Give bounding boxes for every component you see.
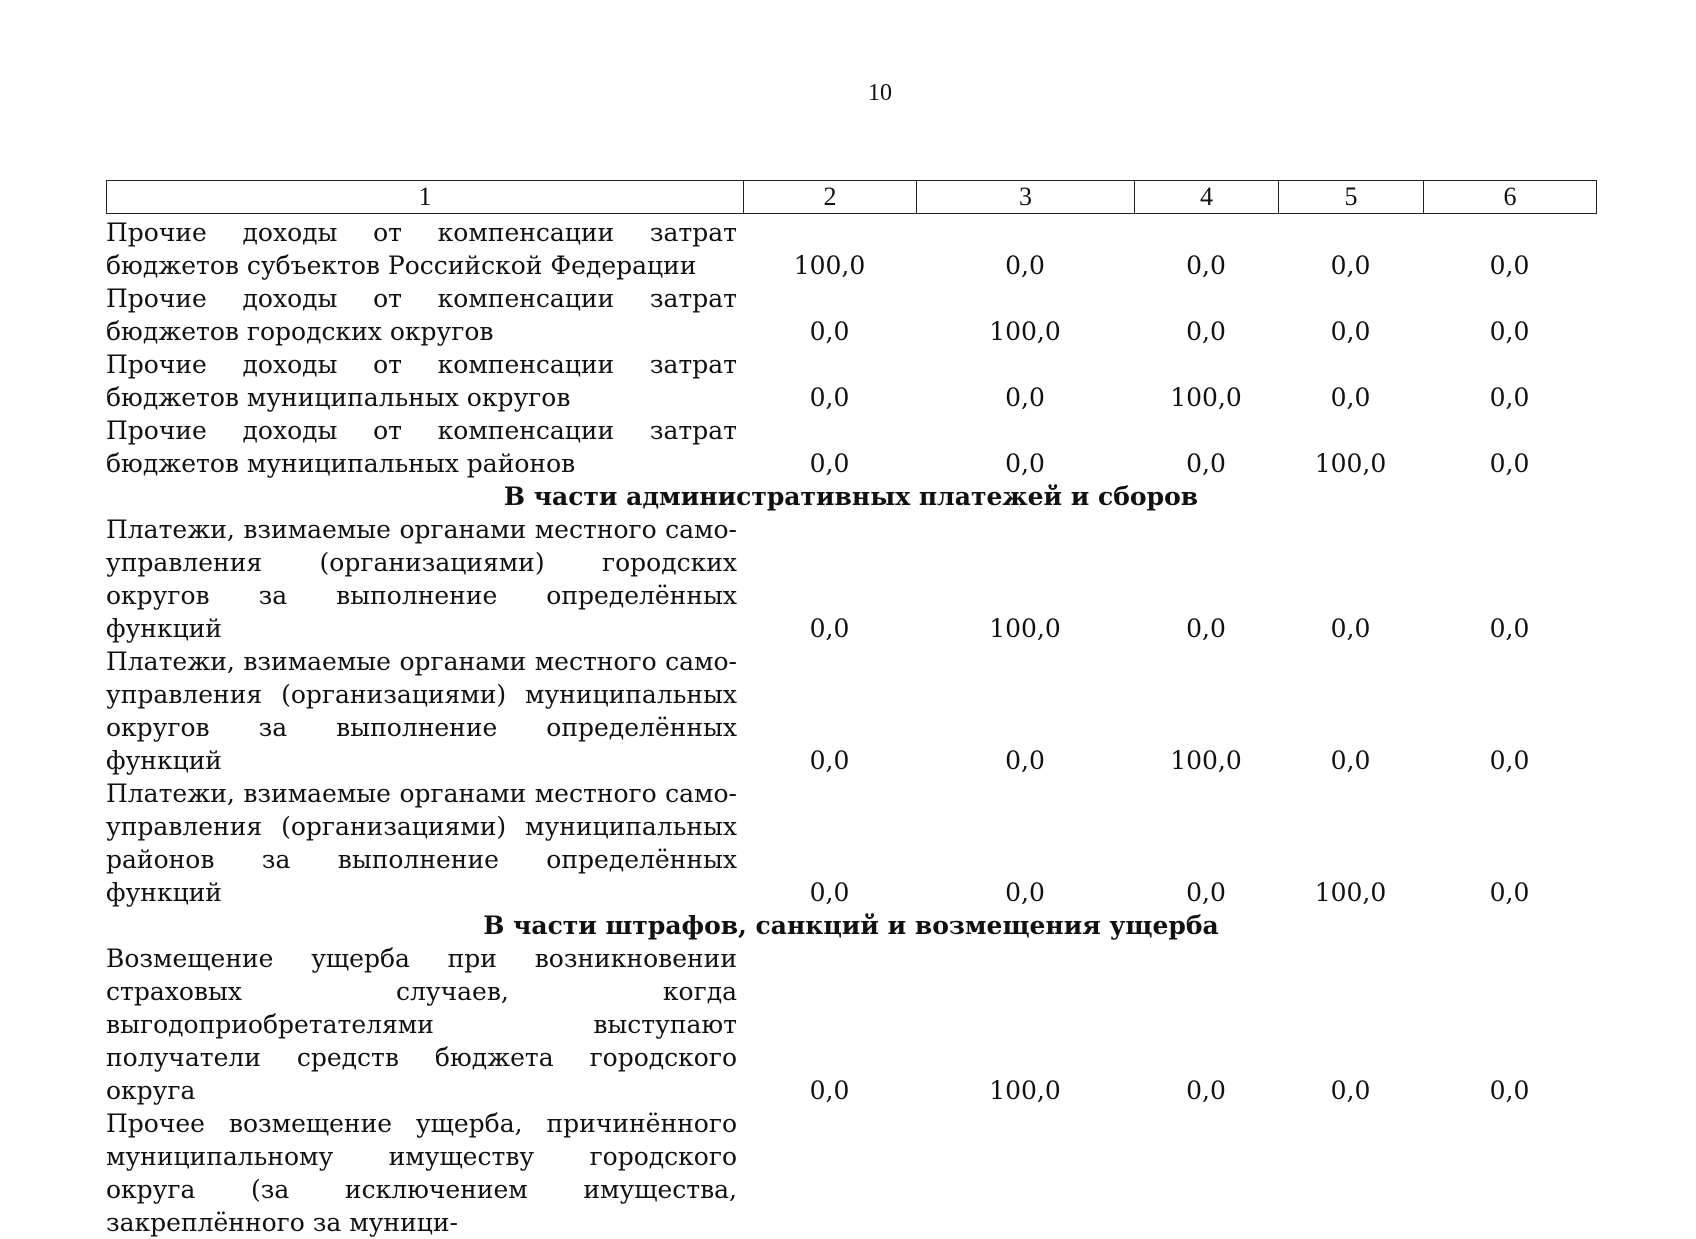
value-cell-col-5: 0,0 bbox=[1330, 746, 1371, 775]
value-cell-col-4: 100,0 bbox=[1170, 746, 1242, 775]
table-row bbox=[106, 942, 1596, 1107]
value-cell-col-3: 100,0 bbox=[989, 614, 1061, 643]
value-cell-col-6: 0,0 bbox=[1489, 317, 1530, 346]
value-cell-col-2: 0,0 bbox=[809, 614, 850, 643]
table-row bbox=[106, 645, 1596, 777]
column-header-2: 2 bbox=[744, 181, 917, 214]
value-cell-col-2: 0,0 bbox=[809, 878, 850, 907]
value-cell-col-2: 0,0 bbox=[809, 317, 850, 346]
value-cell-col-2: 0,0 bbox=[809, 383, 850, 412]
section-heading: В части административных платежей и сборов bbox=[503, 482, 1199, 511]
value-cell-col-6: 0,0 bbox=[1489, 251, 1530, 280]
row-label: Платежи, взимаемые органами местного самоуправления (организациями) муниципальных районов за выполнение определённых функций bbox=[106, 779, 737, 907]
value-cell-col-3: 0,0 bbox=[1005, 383, 1045, 412]
row-label: Платежи, взимаемые органами местного самоуправления (организациями) городских округов за выполнение определённых функций bbox=[106, 515, 737, 643]
column-header-6: 6 bbox=[1424, 181, 1597, 214]
row-label: Возмещение ущерба при возникновении страховых случаев, когда выгодоприобретателями выступают получатели средств бюджета городского округа bbox=[106, 944, 737, 1105]
value-cell-col-3: 0,0 bbox=[1005, 449, 1045, 478]
value-cell-col-3: 0,0 bbox=[1005, 746, 1045, 775]
column-header-5: 5 bbox=[1279, 181, 1424, 214]
value-cell-col-4: 0,0 bbox=[1186, 449, 1226, 478]
value-cell-col-6: 0,0 bbox=[1489, 383, 1530, 412]
value-cell-col-5: 0,0 bbox=[1330, 614, 1371, 643]
value-cell-col-5: 0,0 bbox=[1330, 251, 1371, 280]
column-header-1: 1 bbox=[107, 181, 744, 214]
value-cell-col-6: 0,0 bbox=[1489, 878, 1530, 907]
table-row bbox=[106, 513, 1596, 645]
value-cell-col-4: 0,0 bbox=[1186, 614, 1226, 643]
value-cell-col-6: 0,0 bbox=[1489, 746, 1530, 775]
row-label: Платежи, взимаемые органами местного самоуправления (организациями) муниципальных округов за выполнение определённых функций bbox=[106, 647, 737, 775]
value-cell-col-3: 0,0 bbox=[1005, 878, 1045, 907]
value-cell-col-4: 0,0 bbox=[1186, 1076, 1226, 1105]
value-cell-col-6 bbox=[1423, 1107, 1596, 1239]
value-cell-col-5: 0,0 bbox=[1330, 383, 1371, 412]
row-label: Прочее возмещение ущерба, причинённого муниципальному имуществу городского округа (за исключением имущества, закреплённого за муници- bbox=[106, 1109, 737, 1237]
value-cell-col-3: 100,0 bbox=[989, 317, 1061, 346]
value-cell-col-2: 0,0 bbox=[809, 746, 850, 775]
value-cell-col-5: 100,0 bbox=[1314, 449, 1387, 478]
value-cell-col-4: 100,0 bbox=[1170, 383, 1242, 412]
column-header-table bbox=[106, 180, 1597, 214]
table-body bbox=[106, 216, 1596, 1239]
value-cell-col-5: 100,0 bbox=[1314, 878, 1387, 907]
section-heading-row bbox=[106, 480, 1596, 513]
table-row bbox=[106, 282, 1596, 348]
value-cell-col-2 bbox=[743, 1107, 916, 1239]
value-cell-col-3: 0,0 bbox=[1005, 251, 1045, 280]
table-row bbox=[106, 216, 1596, 282]
value-cell-col-4 bbox=[1134, 1107, 1278, 1239]
page-number: 10 bbox=[868, 80, 892, 106]
table-row bbox=[106, 1107, 1596, 1239]
income-distribution-table bbox=[106, 216, 1596, 1239]
value-cell-col-6: 0,0 bbox=[1489, 449, 1530, 478]
value-cell-col-5 bbox=[1278, 1107, 1423, 1239]
value-cell-col-5: 0,0 bbox=[1330, 317, 1371, 346]
row-label: Прочие доходы от компенсации затрат бюджетов муниципальных округов bbox=[106, 350, 737, 412]
value-cell-col-6: 0,0 bbox=[1489, 614, 1530, 643]
value-cell-col-2: 0,0 bbox=[809, 1076, 850, 1105]
value-cell-col-2: 0,0 bbox=[809, 449, 850, 478]
value-cell-col-5: 0,0 bbox=[1330, 1076, 1371, 1105]
value-cell-col-4: 0,0 bbox=[1186, 251, 1226, 280]
table-row bbox=[106, 348, 1596, 414]
value-cell-col-2: 100,0 bbox=[793, 251, 866, 280]
value-cell-col-4: 0,0 bbox=[1186, 878, 1226, 907]
row-label: Прочие доходы от компенсации затрат бюджетов городских округов bbox=[106, 284, 737, 346]
table-row bbox=[106, 414, 1596, 480]
value-cell-col-3 bbox=[916, 1107, 1134, 1239]
section-heading: В части штрафов, санкций и возмещения ущерба bbox=[483, 911, 1219, 940]
value-cell-col-4: 0,0 bbox=[1186, 317, 1226, 346]
value-cell-col-6: 0,0 bbox=[1489, 1076, 1530, 1105]
table-row bbox=[106, 777, 1596, 909]
value-cell-col-3: 100,0 bbox=[989, 1076, 1061, 1105]
column-header-3: 3 bbox=[917, 181, 1135, 214]
row-label: Прочие доходы от компенсации затрат бюджетов субъектов Российской Федерации bbox=[106, 218, 737, 280]
column-header-4: 4 bbox=[1135, 181, 1279, 214]
row-label: Прочие доходы от компенсации затрат бюджетов муниципальных районов bbox=[106, 416, 737, 478]
column-header-row bbox=[107, 181, 1597, 214]
section-heading-row bbox=[106, 909, 1596, 942]
